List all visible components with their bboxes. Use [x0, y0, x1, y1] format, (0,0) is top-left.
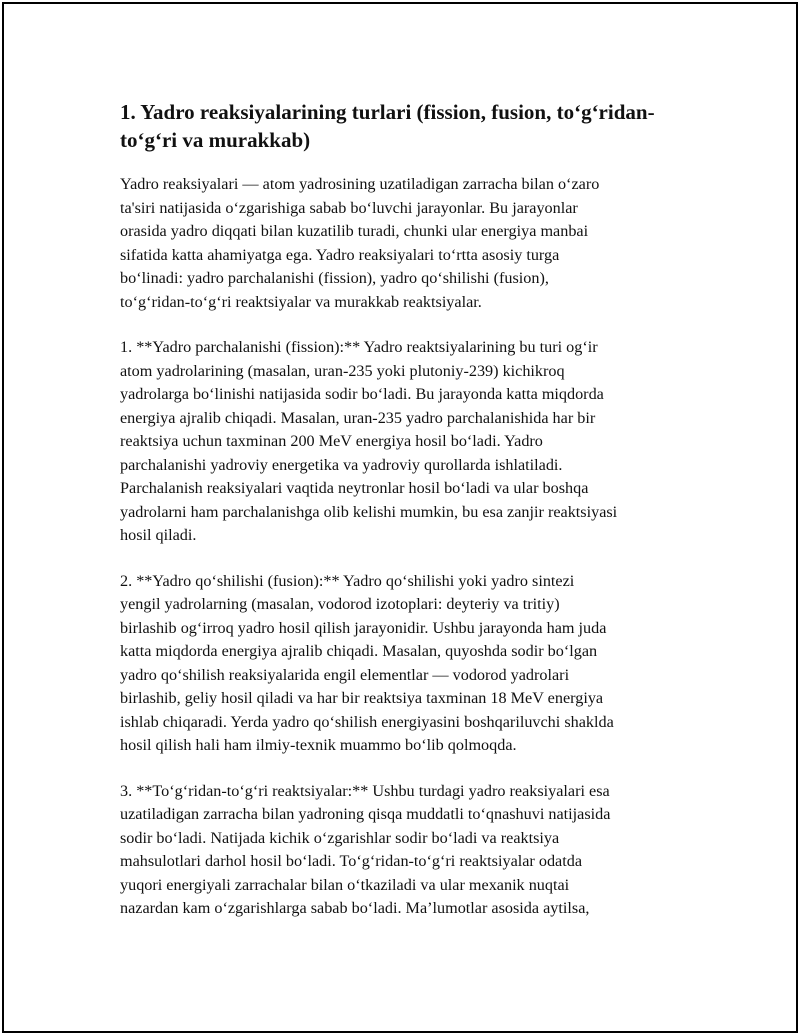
document-title: 1. Yadro reaksiyalarining turlari (fission, fusion, to‘g‘ridan- to‘g‘ri va murakkab) — [120, 100, 655, 152]
paragraph-direct-reactions: 3. **To‘g‘ridan-to‘g‘ri reaktsiyalar:** Ushbu turdagi yadro reaksiyalari esa uzatiladigan zarracha bilan yadroning qisqa muddatli to‘qnashuvi natijasida sodir bo‘ladi. Natijada kichik o‘zgarishlar sodir bo‘ladi va reaktsiya mahsulotlari darhol hosil bo‘ladi. To‘g‘ridan-to‘g‘ri reaktsiyalar odatda yuqori energiyali zarrachalar bilan o‘tkaziladi va ular mexanik nuqtai nazardan kam o‘zgarishlarga sabab bo‘ladi. Ma’lumotlar asosida aytilsa, — [120, 781, 611, 917]
paragraph-intro: Yadro reaksiyalari — atom yadrosining uzatiladigan zarracha bilan o‘zaro ta'siri natijasida o‘zgarishiga sabab bo‘luvchi jarayonlar. Bu jarayonlar orasida yadro diqqati bilan kuzatilib turadi, chunki ular energiya manbai sifatida katta ahamiyatga ega. Yadro reaksiyalari to‘rtta asosiy turga bo‘linadi: yadro parchalanishi (fission), yadro qo‘shilishi (fusion), to‘g‘ridan-to‘g‘ri reaktsiyalar va murakkab reaktsiyalar. — [120, 175, 600, 311]
paragraph-fission: 1. **Yadro parchalanishi (fission):** Yadro reaktsiyalarining bu turi og‘ir atom yadrolarining (masalan, uran-235 yoki plutoniy-239) kichikroq yadrolarga bo‘linishi natijasida sodir bo‘ladi. Bu jarayonda katta miqdorda energiya ajralib chiqadi. Masalan, uran-235 yadro parchalanishida har bir reaktsiya uchun taxminan 200 MeV energiya hosil bo‘ladi. Yadro parchalanishi yadroviy energetika va yadroviy qurollarda ishlatiladi. Parchalanish reaksiyalari vaqtida neytronlar hosil bo‘ladi va ular boshqa yadrolarni ham parchalanishga olib kelishi mumkin, bu esa zanjir reaktsiyasi hosil qiladi. — [120, 338, 618, 544]
paragraph-fusion: 2. **Yadro qo‘shilishi (fusion):** Yadro qo‘shilishi yoki yadro sintezi yengil yadrolarning (masalan, vodorod izotoplari: deyteriy va tritiy) birlashib og‘irroq yadro hosil qilish jarayonidir. Ushbu jarayonda ham juda katta miqdorda energiya ajralib chiqadi. Masalan, quyoshda sodir bo‘lgan yadro qo‘shilish reaksiyalarida engil elementlar — vodorod yadrolari birlashib, geliy hosil qiladi va har bir reaktsiya taxminan 18 MeV energiya ishlab chiqaradi. Yerda yadro qo‘shilish energiyasini boshqariluvchi shaklda hosil qilish hali ham ilmiy-texnik muammo bo‘lib qolmoqda. — [120, 571, 614, 754]
page-frame — [2, 2, 798, 1033]
document-body — [120, 98, 690, 943]
